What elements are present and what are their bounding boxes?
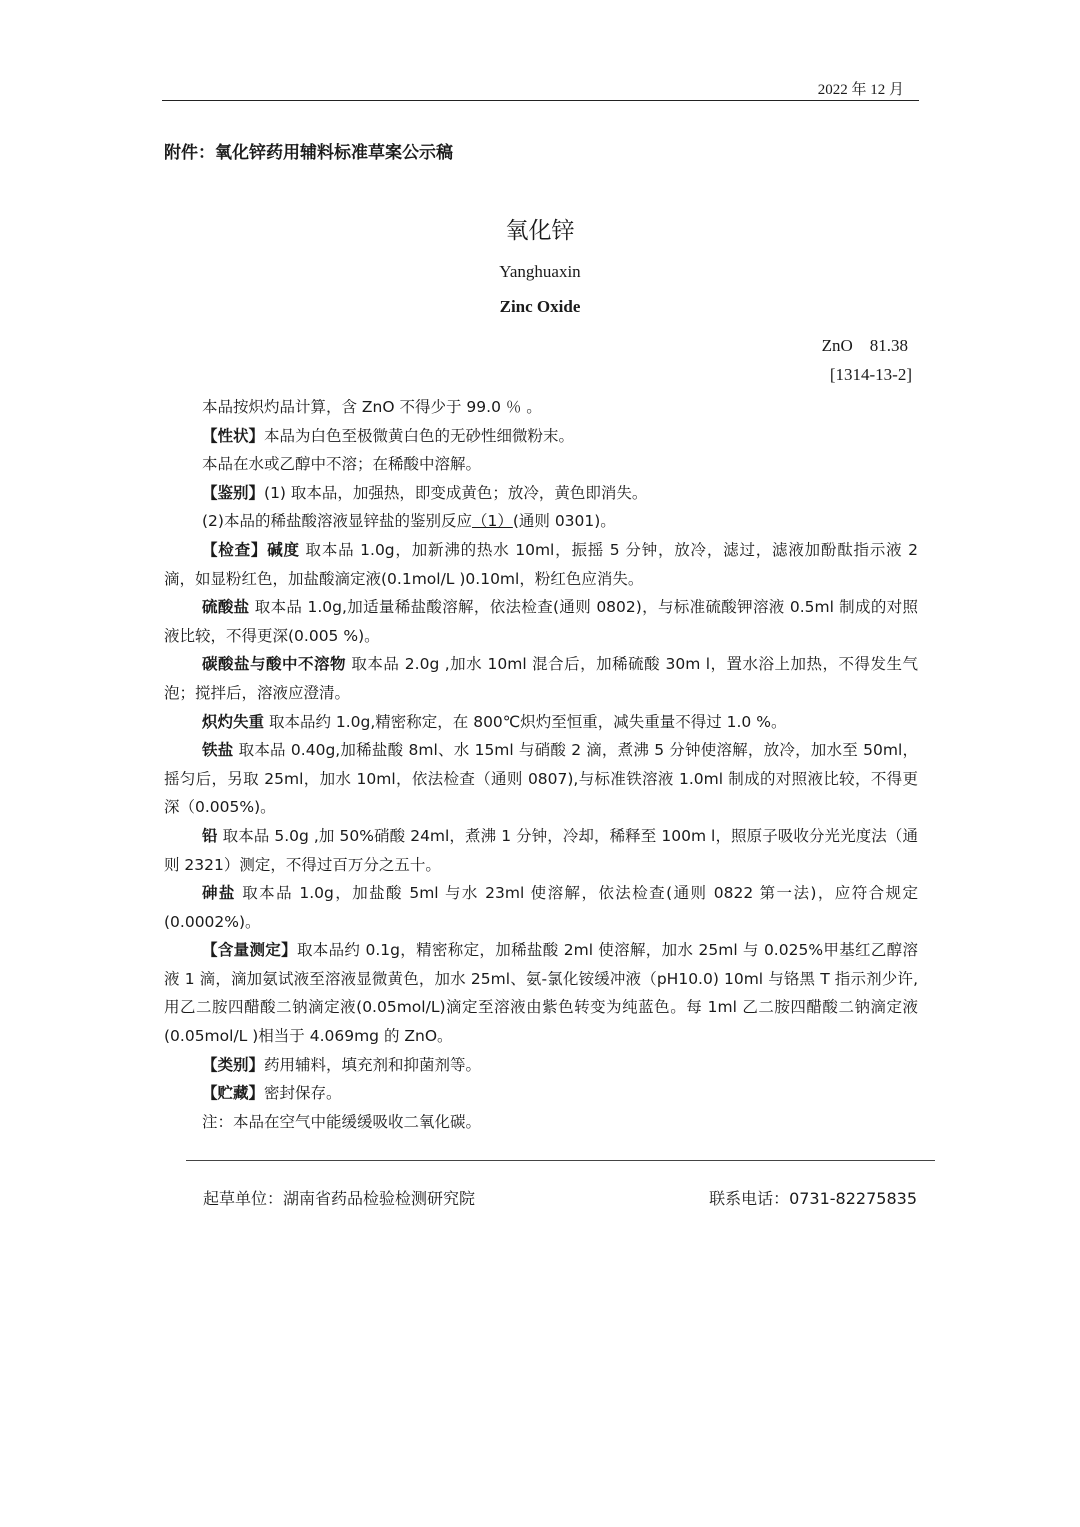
test-text: 取本品 1.0g，加新沸的热水 10ml，振摇 5 分钟，放冷，滤过，滤液加酚酞指示液 2 滴，如显粉红色，加盐酸滴定液(0.1mol/L )0.10ml，粉红色应消失。	[164, 540, 918, 588]
test-label: 炽灼失重	[202, 712, 265, 731]
identification-2-post: (通则 0301)。	[512, 512, 616, 531]
test-label: 铅	[202, 826, 218, 845]
section-assay	[164, 936, 918, 1050]
monograph-pinyin: Yanghuaxin	[499, 262, 581, 281]
section-text: 取本品约 0.1g，精密称定，加稀盐酸 2ml 使溶解，加水 25ml 与 0.025%甲基红乙醇溶液 1 滴，滴加氨试液至溶液显微黄色，加水 25ml、氨-氯化铵缓冲液（pH10.0) 10ml 与铬黑 T 指示剂少许,用乙二胺四醋酸二钠滴定液(0.05mol/L)滴定至溶液由紫色转变为纯蓝色。每 1ml 乙二胺四醋酸二钠滴定液(0.05mol/L )相当于 4.069mg 的 ZnO。	[164, 941, 918, 1046]
test-text: 取本品 1.0g，加盐酸 5ml 与水 23ml 使溶解，依法检查(通则 0822 第一法)，应符合规定(0.0002%)。	[164, 884, 918, 931]
section-label: 【鉴别】	[202, 483, 265, 502]
test-label: 砷盐	[202, 884, 236, 903]
header-date: 2022 年 12 月	[817, 82, 904, 98]
test-sulfate	[164, 593, 918, 650]
molecular-formula-weight: ZnO 81.38	[821, 336, 908, 355]
section-label: 【性状】	[202, 426, 265, 445]
section-identification	[164, 479, 918, 508]
note-text: 注：本品在空气中能缓缓吸收二氧化碳。	[202, 1112, 482, 1131]
test-ignition-loss	[164, 708, 918, 737]
monograph-body	[164, 393, 918, 1136]
solubility-text: 本品在水或乙醇中不溶；在稀酸中溶解。	[202, 455, 482, 474]
section-label: 【含量测定】	[202, 941, 297, 960]
section-storage	[164, 1079, 918, 1108]
test-label: 碱度	[267, 540, 300, 559]
section-label: 【类别】	[202, 1055, 265, 1074]
header-rule	[162, 100, 919, 101]
section-label: 【检查】	[202, 540, 268, 559]
identification-2-text: (2)本品的稀盐酸溶液显锌盐的鉴别反应	[202, 512, 472, 531]
test-text: 取本品 1.0g,加适量稀盐酸溶解，依法检查(通则 0802)，与标准硫酸钾溶液 0.5ml 制成的对照液比较，不得更深(0.005 %)。	[164, 598, 918, 645]
footer-rule	[186, 1160, 935, 1161]
identification-2-ref: （1）	[471, 512, 513, 531]
section-label: 【贮藏】	[202, 1084, 265, 1103]
test-label: 碳酸盐与酸中不溶物	[202, 655, 346, 674]
section-description	[164, 422, 918, 451]
section-category	[164, 1051, 918, 1080]
test-text: 取本品 5.0g ,加 50%硝酸 24ml，煮沸 1 分钟，冷却，稀释至 100m l，照原子吸收分光光度法（通则 2321）测定，不得过百万分之五十。	[164, 826, 918, 874]
section-text: 药用辅料，填充剂和抑菌剂等。	[264, 1055, 482, 1074]
drafting-unit: 起草单位：湖南省药品检验检测研究院	[203, 1189, 476, 1208]
section-tests-alkalinity	[164, 536, 918, 593]
content-assay-requirement: 本品按炽灼品计算，含 ZnO 不得少于 99.0 ％ 。	[202, 398, 542, 416]
test-text: 取本品 0.40g,加稀盐酸 8ml、水 15ml 与硝酸 2 滴，煮沸 5 分钟使溶解，放冷，加水至 50ml，摇匀后，另取 25ml，加水 10ml，依法检查（通则 0807),与标准铁溶液 1.0ml 制成的对照液比较，不得更深（0.005%)。	[164, 741, 918, 817]
section-text: (1) 取本品，加强热，即变成黄色；放冷，黄色即消失。	[264, 483, 648, 502]
cas-number: [1314-13-2]	[829, 365, 912, 384]
test-text: 取本品 2.0g ,加水 10ml 混合后，加稀硫酸 30m l，置水浴上加热，不得发生气泡；搅拌后，溶液应澄清。	[164, 655, 918, 702]
test-label: 铁盐	[202, 741, 234, 760]
contact-phone: 联系电话：0731-82275835	[709, 1189, 917, 1208]
test-carbonate	[164, 650, 918, 707]
test-arsenic	[164, 879, 918, 936]
annex-title: 附件：氧化锌药用辅料标准草案公示稿	[164, 143, 453, 163]
monograph-title-en: Zinc Oxide	[499, 297, 581, 316]
test-text: 取本品约 1.0g,精密称定，在 800℃炽灼至恒重，减失重量不得过 1.0 %。	[264, 712, 787, 731]
monograph-title-cn: 氧化锌	[505, 218, 575, 244]
identification-2	[164, 507, 918, 536]
section-text: 密封保存。	[264, 1084, 342, 1103]
test-lead	[164, 822, 918, 879]
section-text: 本品为白色至极微黄白色的无砂性细微粉末。	[264, 426, 575, 445]
test-label: 硫酸盐	[202, 598, 250, 617]
test-iron	[164, 736, 918, 822]
